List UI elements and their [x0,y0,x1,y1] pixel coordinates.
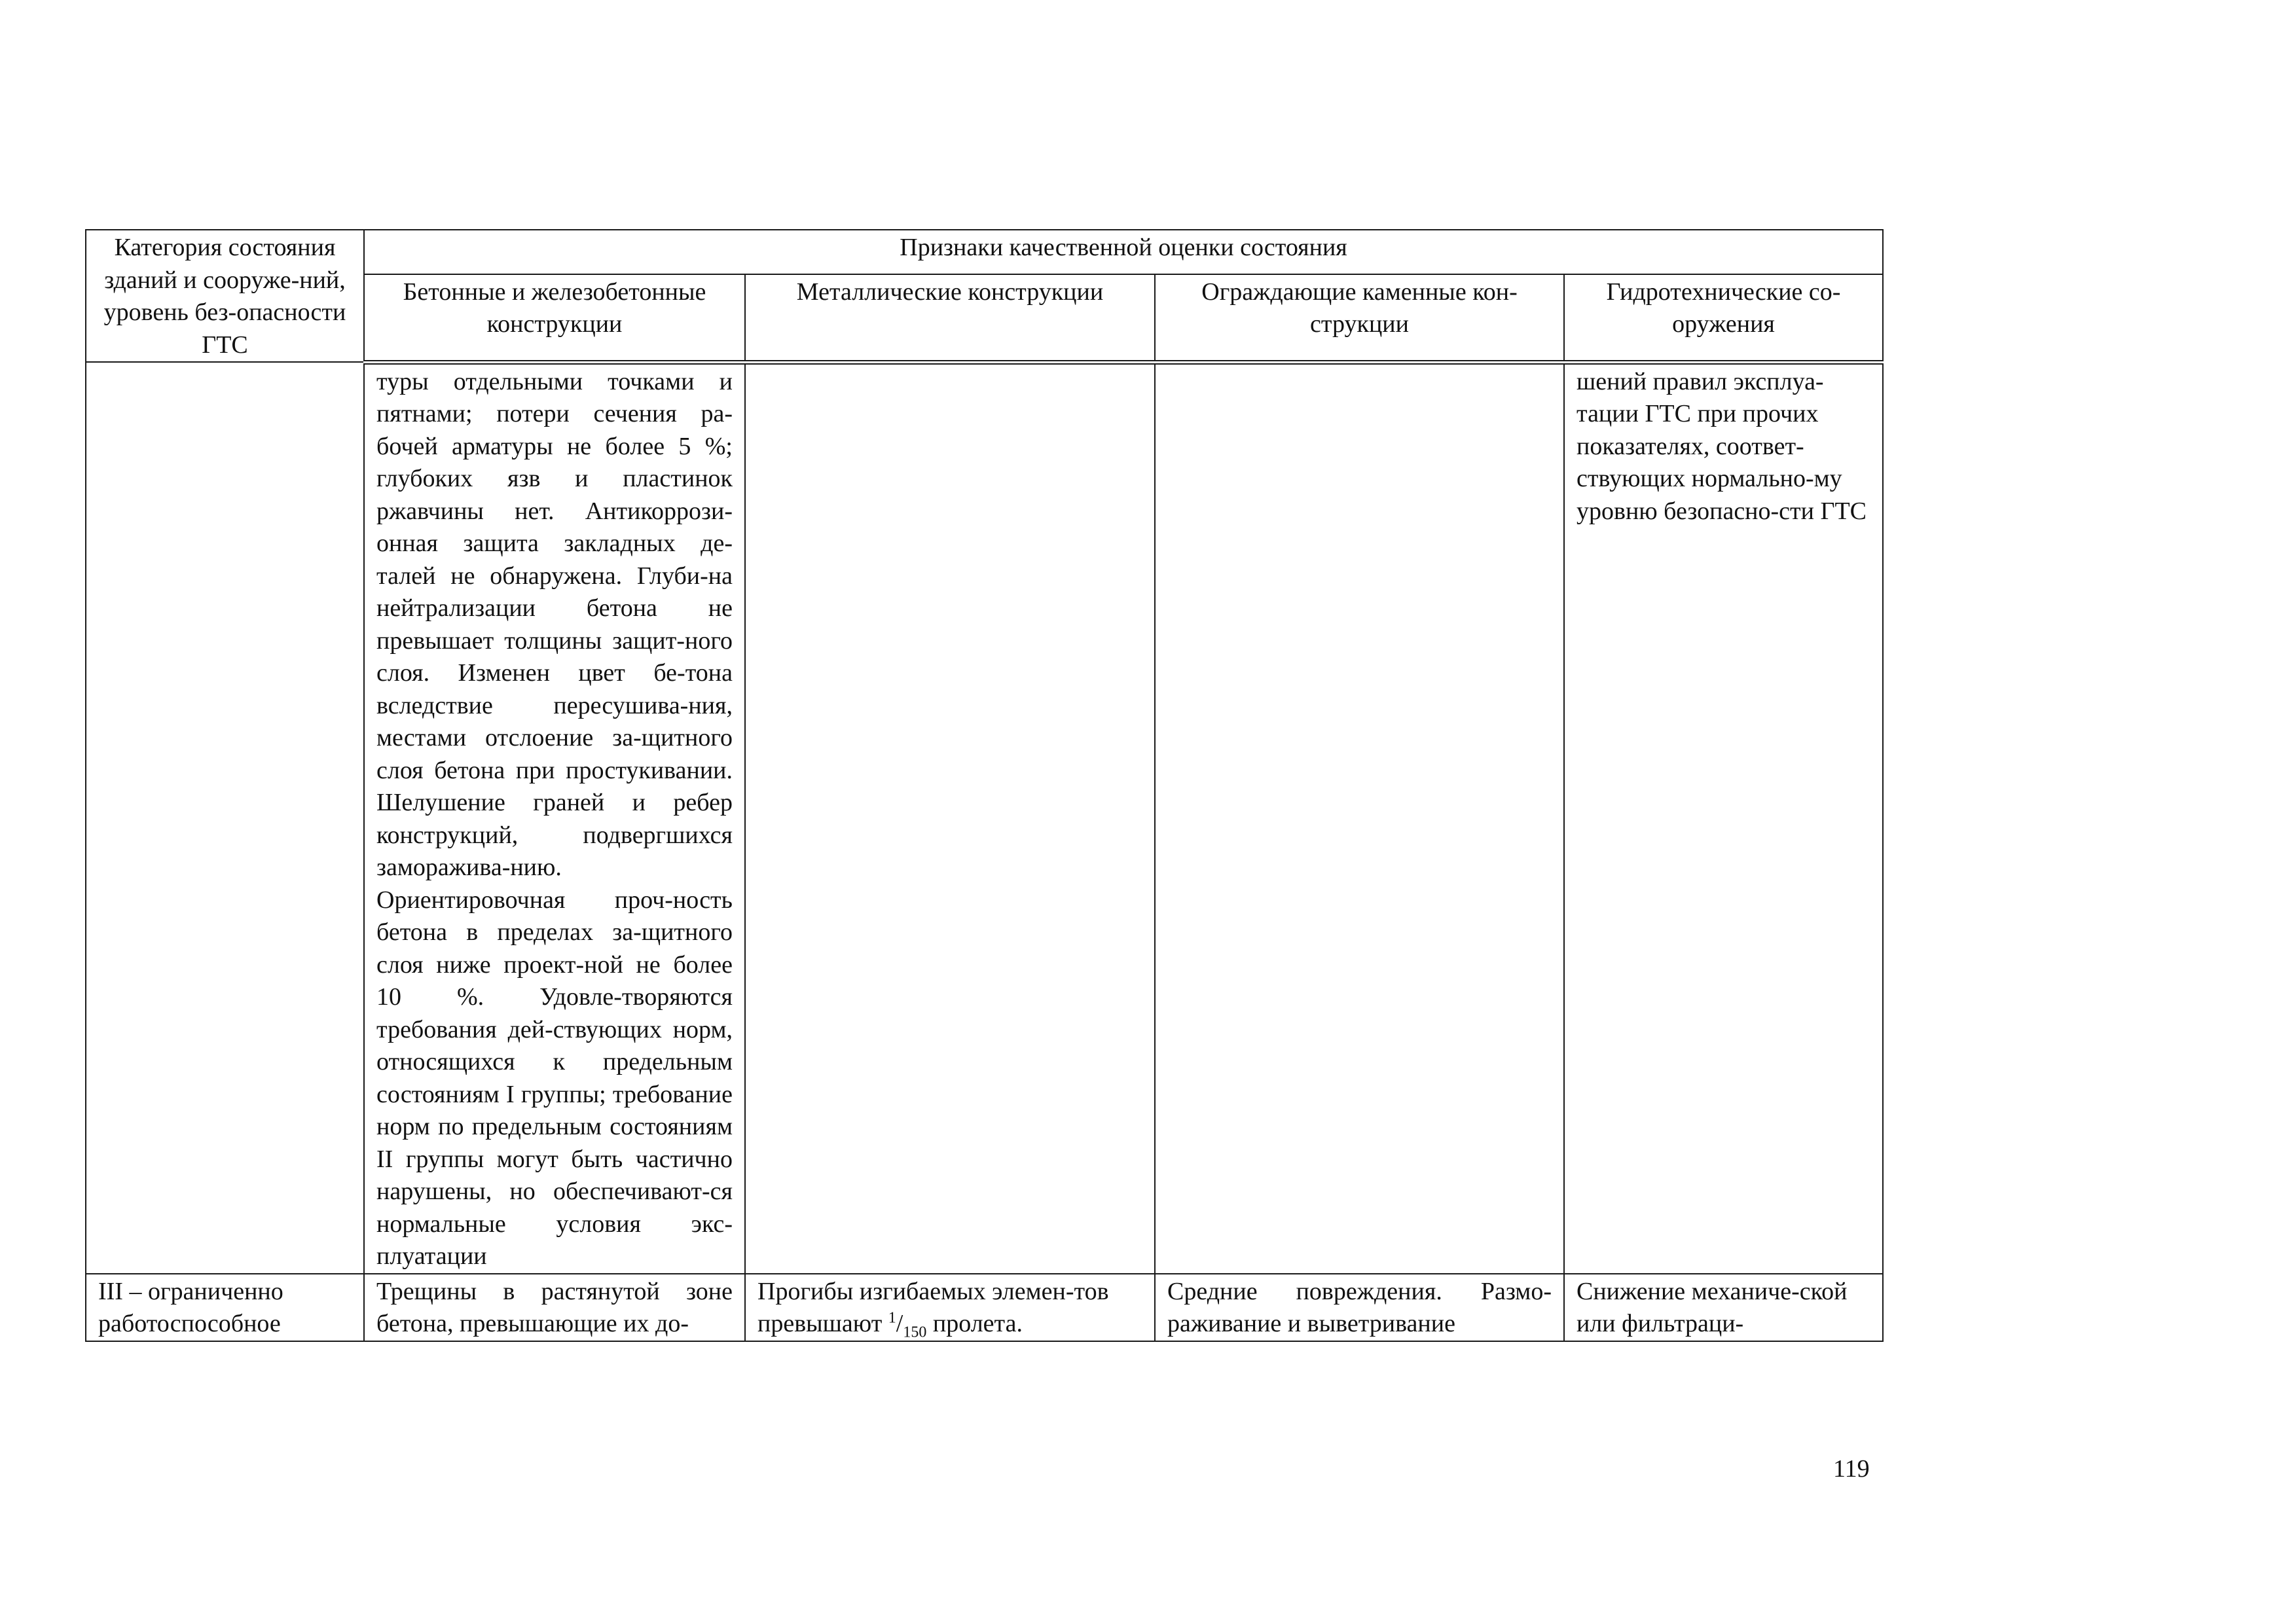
row-iii-masonry-text: Средние повреждения. Размо-раживание и выветривание [1167,1277,1552,1337]
continued-metal-cell [745,362,1155,1274]
row-iii-concrete-text: Трещины в растянутой зоне бетона, превышающие их до- [376,1277,733,1337]
row-iii-metal-cell [745,1274,1155,1341]
header-row-1 [86,230,1883,274]
header-concrete-cell [364,274,745,362]
row-iii-metal-fraction: $^1/_{150}$ [888,1309,927,1341]
continued-hydro-text: шений правил эксплуа-тации ГТС при прочих показателях, соответ-ствующих нормально-му уровню безопасно-сти ГТС [1576,367,1867,525]
row-iii-masonry-cell [1155,1274,1564,1341]
row-iii-category-text: III – ограниченно работоспособное [98,1277,283,1337]
row-iii-category-cell [86,1274,364,1341]
header-group-cell [364,230,1883,274]
header-category-text: Категория состояния зданий и сооруже-ний, уровень без-опасности ГТС [103,234,346,359]
row-iii-metal-text-after: пролета. [932,1310,1023,1337]
row-iii-concrete-cell [364,1274,745,1341]
header-group-title: Признаки качественной оценки состояния [900,234,1347,261]
row-iii-metal-text: Прогибы изгибаемых элемен-тов превышают [757,1277,1109,1337]
page-number: 119 [1833,1455,1870,1483]
table-row-continued [86,362,1883,1274]
continued-masonry-cell [1155,362,1564,1274]
header-metal-cell [745,274,1155,362]
row-iii-hydro-text: Снижение механиче-ской или фильтраци- [1576,1277,1848,1337]
header-concrete-text: Бетонные и железобетонные конструкции [403,278,706,338]
continued-concrete-cell [364,362,745,1274]
table-row-iii [86,1274,1883,1341]
header-hydro-text: Гидротехнические со-оружения [1606,278,1841,338]
continued-concrete-text: туры отдельными точками и пятнами; потери сечения ра-бочей арматуры не более 5 %; глубоких язв и пластинок ржавчины нет. Антикоррози-онная защита закладных де-талей не обнаружена. Глуби-на нейтрализации бетона не превышает толщины защит-ного слоя. Изменен цвет бе-тона вследствие пересушива-ния, местами отслоение за-щитного слоя бетона при простукивании. Шелушение граней и ребер конструкций, подвергшихся заморажива-нию. Ориентировочная проч-ность бетона в пределах за-щитного слоя ниже проект-ной не более 10 %. Удовле-творяются требования дей-ствующих норм, относящихся к предельным состояниям I группы; требование норм по предельным состояниям II группы могут быть частично нарушены, но обеспечивают-ся нормальные условия экс-плуатации [376,367,733,1270]
header-masonry-cell [1155,274,1564,362]
condition-assessment-table [85,229,1884,1342]
header-metal-text: Металлические конструкции [796,278,1104,306]
header-category-cell [86,230,364,362]
fraction-denominator: 150 [903,1324,927,1341]
header-hydro-cell [1564,274,1883,362]
fraction-numerator: 1 [888,1309,896,1327]
header-masonry-text: Ограждающие каменные кон-струкции [1201,278,1518,338]
continued-hydro-cell [1564,362,1883,1274]
row-iii-hydro-cell [1564,1274,1883,1341]
continued-category-cell [86,362,364,1274]
